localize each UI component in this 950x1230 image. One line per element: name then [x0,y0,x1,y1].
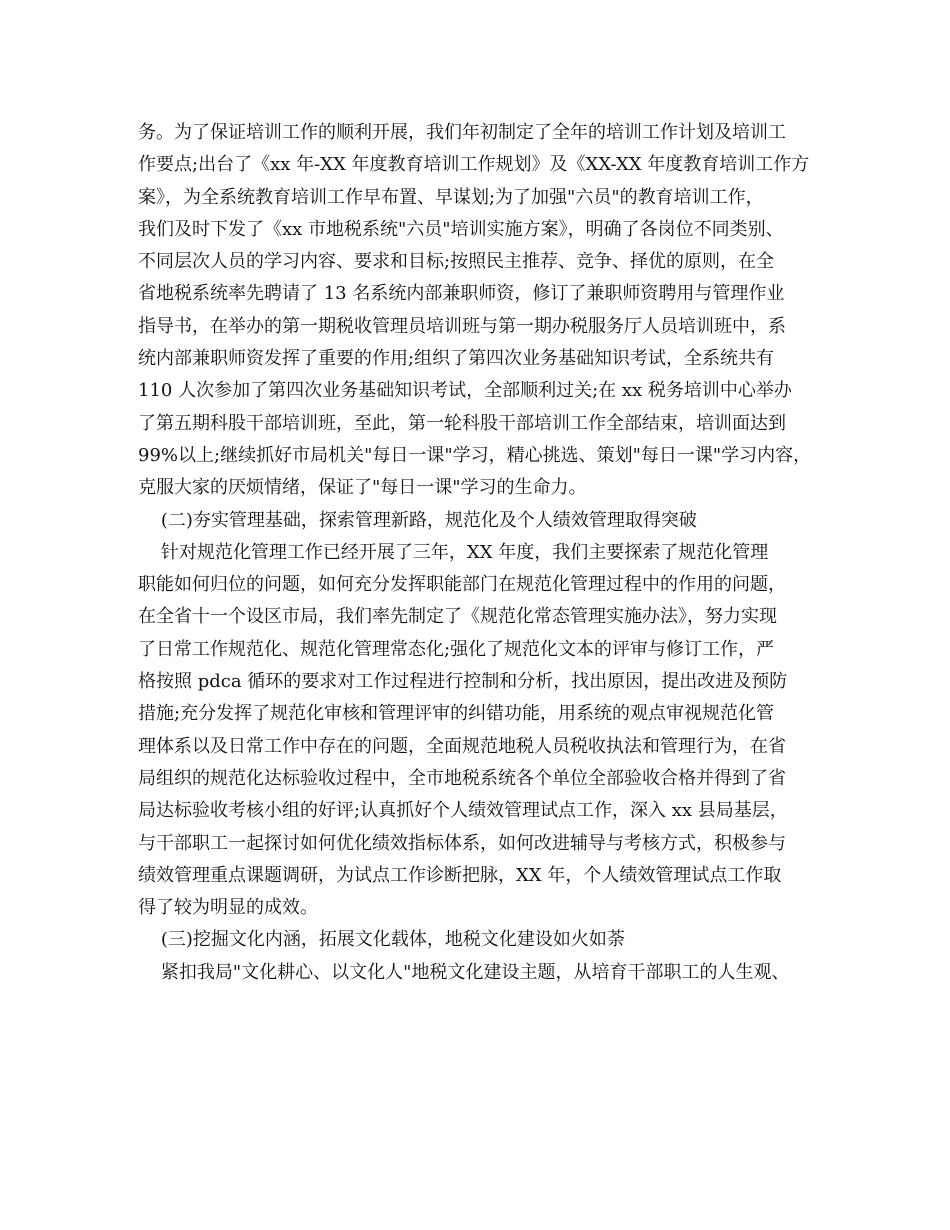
paragraph-line-6: 省地税系统率先聘请了 13 名系统内部兼职师资，修订了兼职师资聘用与管理作业 [138,283,785,305]
paragraph-line-4: 我们及时下发了《xx 市地税系统"六员"培训实施方案》，明确了各岗位不同类别、 [138,218,784,240]
paragraph-line-21: 局组织的规范化达标验收过程中，全市地税系统各个单位全部验收合格并得到了省 [138,767,786,789]
paragraph-line-23: 与干部职工一起探讨如何优化绩效指标体系，如何改进辅导与考核方式，积极参与 [138,832,786,854]
paragraph-line-5: 不同层次人员的学习内容、要求和目标;按照民主推荐、竞争、择优的原则，在全 [138,251,775,273]
paragraph-line-3: 案》，为全系统教育培训工作早布置、早谋划;为了加强"六员"的教育培训工作， [138,186,764,208]
paragraph-line-9: 110 人次参加了第四次业务基础知识考试，全部顺利过关;在 xx 税务培训中心举办 [138,380,792,402]
paragraph-line-20: 理体系以及日常工作中存在的问题，全面规范地税人员税收执法和管理行为，在省 [138,735,786,757]
paragraph-line-2: 作要点;出台了《xx 年-XX 年度教育培训工作规划》及《XX-XX 年度教育培训工作方 [138,154,810,176]
paragraph-line-22: 局达标验收考核小组的好评;认真抓好个人绩效管理试点工作，深入 xx 县局基层， [138,800,788,822]
section-heading-2: (二)夯实管理基础，探索管理新路，规范化及个人绩效管理取得突破 [138,509,697,531]
paragraph-line-11: 99%以上;继续抓好市局机关"每日一课"学习，精心挑选、策划"每日一课"学习内容， [138,444,812,466]
paragraph-line-1: 务。为了保证培训工作的顺利开展，我们年初制定了全年的培训工作计划及培训工 [138,122,786,143]
paragraph-line-8: 统内部兼职师资发挥了重要的作用;组织了第四次业务基础知识考试，全系统共有 [138,348,775,370]
paragraph-line-14: 针对规范化管理工作已经开展了三年，XX 年度，我们主要探索了规范化管理 [138,541,769,563]
paragraph-line-25: 得了较为明显的成效。 [138,897,318,919]
paragraph-line-18: 格按照 pdca 循环的要求对工作过程进行控制和分析，找出原因，提出改进及预防 [138,671,788,693]
paragraph-line-12: 克服大家的厌烦情绪，保证了"每日一课"学习的生命力。 [138,477,587,499]
paragraph-line-17: 了日常工作规范化、规范化管理常态化;强化了规范化文本的评审与修订工作，严 [138,638,775,660]
paragraph-line-16: 在全省十一个设区市局，我们率先制定了《规范化常态管理实施办法》，努力实现 [138,606,777,628]
paragraph-line-24: 绩效管理重点课题调研，为试点工作诊断把脉，XX 年，个人绩效管理试点工作取 [138,864,782,886]
paragraph-line-7: 指导书，在举办的第一期税收管理员培训班与第一期办税服务厅人员培训班中，系 [138,315,786,337]
paragraph-line-15: 职能如何归位的问题，如何充分发挥职能部门在规范化管理过程中的作用的问题， [138,574,786,596]
paragraph-line-27: 紧扣我局"文化耕心、以文化人"地税文化建设主题，从培育干部职工的人生观、 [138,961,790,983]
document-body [138,117,818,989]
paragraph-line-10: 了第五期科股干部培训班，至此，第一轮科股干部培训工作全部结束，培训面达到 [138,412,786,434]
section-heading-3: (三)挖掘文化内涵，拓展文化载体，地税文化建设如火如荼 [138,929,625,951]
paragraph-line-19: 措施;充分发挥了规范化审核和管理评审的纠错功能，用系统的观点审视规范化管 [138,703,775,725]
